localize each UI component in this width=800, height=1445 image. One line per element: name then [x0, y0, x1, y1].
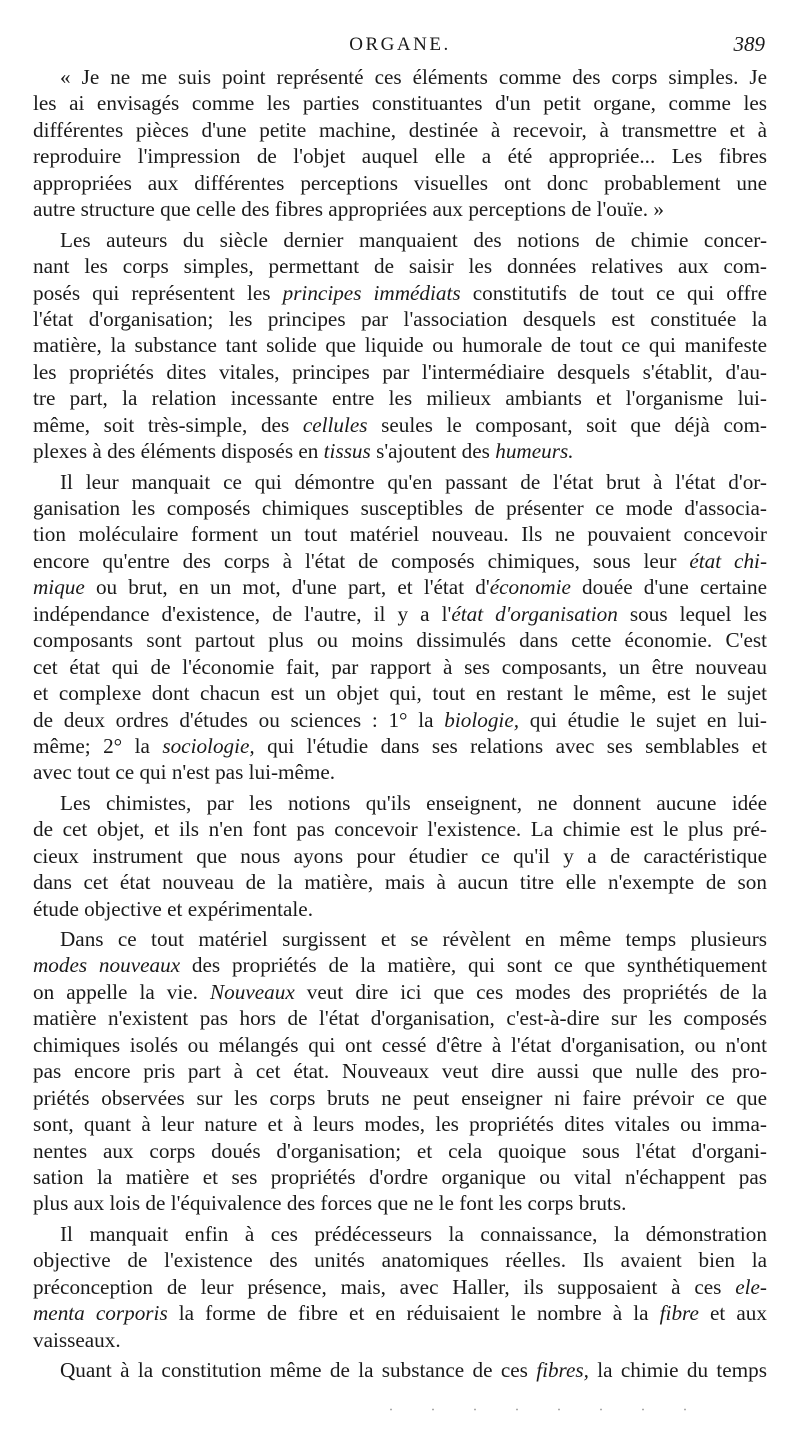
- text-line: [33, 1111, 767, 1137]
- text-run: de deux ordres d'études ou sciences : 1° la: [33, 707, 445, 732]
- text-run: matière n'existent pas hors de l'état d'organisation, c'est-à-dire sur les composés: [33, 1006, 767, 1031]
- text-run: autre structure que celle des fibres appropriées aux perceptions de l'ouïe. »: [33, 197, 664, 222]
- text-run: Les chimistes, par les notions qu'ils enseignent, ne donnent aucune idée: [60, 790, 767, 815]
- text-line: [33, 1274, 767, 1300]
- italic-text: ele-: [735, 1274, 767, 1299]
- text-line: [33, 816, 767, 842]
- text-run: chimiques isolés ou mélangés qui ont cessé d'être à l'état d'organisation, ou n'ont: [33, 1032, 767, 1057]
- text-run: priétés observées sur les corps bruts ne peut enseigner ni faire prévoir ce que: [33, 1085, 767, 1110]
- text-line: [33, 1327, 767, 1353]
- text-line: [33, 469, 767, 495]
- running-title: ORGANE.: [349, 34, 451, 55]
- text-run: cet état qui de l'économie fait, par rapport à ses composants, un être nouveau: [33, 654, 767, 679]
- italic-text: sociologie,: [162, 733, 255, 758]
- paragraph: [33, 64, 767, 223]
- text-run: étude objective et expérimentale.: [33, 896, 314, 921]
- text-line: [33, 521, 767, 547]
- text-run: objective de l'existence des unités anatomiques réelles. Ils avaient bien la: [33, 1248, 767, 1273]
- italic-text: menta corporis: [33, 1301, 168, 1326]
- text-line: [33, 680, 767, 706]
- text-line: [33, 253, 767, 279]
- italic-text: principes immédiats: [282, 280, 461, 305]
- text-line: [33, 654, 767, 680]
- text-line: [33, 979, 767, 1005]
- text-line: [33, 926, 767, 952]
- text-line: [33, 1058, 767, 1084]
- text-run: la chimie du temps: [588, 1358, 767, 1382]
- text-line: [33, 359, 767, 385]
- text-line: [33, 627, 767, 653]
- text-line: [33, 495, 767, 521]
- text-run: sont, quant à leur nature et à leurs modes, les propriétés dites vitales ou imma-: [33, 1112, 767, 1137]
- paragraph: [33, 469, 767, 786]
- text-run: vaisseaux.: [33, 1327, 121, 1352]
- text-line: [33, 280, 767, 306]
- text-run: plexes à des éléments disposés en: [33, 439, 324, 464]
- text-run: pas encore pris part à cet état. Nouveaux veut dire aussi que nulle des pro-: [33, 1059, 767, 1084]
- text-run: même; 2° la: [33, 733, 163, 758]
- text-run: tre part, la relation incessante entre les milieux ambiants et l'organisme lui-: [33, 386, 767, 411]
- text-run: ganisation les composés chimiques susceptibles de présenter ce mode d'associa-: [33, 496, 767, 520]
- text-line: [33, 64, 767, 90]
- text-run: et aux: [698, 1301, 767, 1326]
- text-run: Dans ce tout matériel surgissent et se révèlent en même temps plusieurs: [60, 927, 767, 951]
- text-run: Il leur manquait ce qui démontre qu'en passant de l'état brut à l'état d'or-: [60, 469, 767, 494]
- text-line: [33, 332, 767, 358]
- text-line: [33, 759, 767, 785]
- italic-text: biologie,: [444, 707, 520, 732]
- text-line: [33, 412, 767, 438]
- text-line: [33, 601, 767, 627]
- text-run: Il manquait enfin à ces prédécesseurs la connaissance, la démonstration: [60, 1221, 767, 1246]
- italic-text: humeurs.: [495, 439, 574, 464]
- text-run: constitutifs de tout ce qui offre: [460, 280, 767, 305]
- text-line: [33, 574, 767, 600]
- text-line: [33, 790, 767, 816]
- text-run: posés qui représentent les: [33, 280, 283, 305]
- italic-text: état d'organisation: [451, 601, 618, 626]
- italic-text: tissus: [323, 439, 371, 464]
- text-run: avec tout ce qui n'est pas lui-même.: [33, 760, 336, 785]
- text-run: cieux instrument que nous ayons pour étudier ce qu'il y a de caractéristique: [33, 843, 767, 868]
- text-run: nentes aux corps doués d'organisation; et cela quoique sous l'état d'organi-: [33, 1138, 767, 1163]
- text-line: [33, 1138, 767, 1164]
- text-run: et complexe dont chacun est un objet qui, tout en restant le même, est le sujet: [33, 681, 767, 706]
- text-run: sous lequel les: [617, 601, 767, 626]
- text-line: [33, 170, 767, 196]
- text-run: plus aux lois de l'équivalence des forces que ne le font les corps bruts.: [33, 1191, 627, 1216]
- paragraph: [33, 926, 767, 1217]
- paragraph: [33, 1357, 767, 1383]
- body-text: [33, 64, 767, 1383]
- text-run: Quant à la constitution même de la substance de ces: [60, 1358, 537, 1382]
- italic-text: fibre: [659, 1301, 699, 1326]
- text-line: [33, 1164, 767, 1190]
- text-line: [33, 306, 767, 332]
- text-run: douée d'une certaine: [570, 575, 767, 600]
- text-run: matière, la substance tant solide que liquide ou humorale de tout ce qui manifeste: [33, 333, 767, 358]
- paragraph: [33, 227, 767, 465]
- text-line: [33, 896, 767, 922]
- italic-text: Nouveaux: [210, 979, 295, 1004]
- text-line: [33, 117, 767, 143]
- text-run: les propriétés dites vitales, principes par l'intermédiaire desquels s'établit, d'au-: [33, 359, 767, 384]
- text-run: indépendance d'existence, de l'autre, il y a l': [33, 601, 452, 626]
- text-run: « Je ne me suis point représenté ces éléments comme des corps simples. Je: [60, 65, 767, 89]
- text-run: dans cet état nouveau de la matière, mais à aucun titre elle n'exempte de son: [33, 870, 767, 895]
- text-line: [33, 707, 767, 733]
- text-line: [33, 843, 767, 869]
- text-line: [33, 869, 767, 895]
- text-line: [33, 1221, 767, 1247]
- text-run: la forme de fibre et en réduisaient le nombre à la: [167, 1301, 660, 1326]
- text-line: [33, 1300, 767, 1326]
- text-run: différentes pièces d'une petite machine, destinée à recevoir, à transmettre et à: [33, 117, 767, 142]
- italic-text: économie: [489, 575, 571, 600]
- text-line: [33, 227, 767, 253]
- text-run: sation la matière et ses propriétés d'ordre organique ou vital n'échappent pas: [33, 1164, 767, 1189]
- text-line: [33, 143, 767, 169]
- text-run: de cet objet, et ils n'en font pas concevoir l'existence. La chimie est le plus pré-: [33, 817, 767, 842]
- text-run: s'ajoutent des: [370, 439, 496, 464]
- text-line: [33, 196, 767, 222]
- text-run: encore qu'entre des corps à l'état de composés chimiques, sous leur: [33, 548, 690, 573]
- text-line: [33, 438, 767, 464]
- italic-text: modes nouveaux: [33, 953, 181, 978]
- text-line: [33, 1085, 767, 1111]
- text-run: on appelle la vie.: [33, 979, 211, 1004]
- text-line: [33, 1357, 767, 1383]
- text-run: composants sont partout plus ou moins dissimulés dans cette économie. C'est: [33, 628, 767, 653]
- text-line: [33, 90, 767, 116]
- text-line: [33, 1190, 767, 1216]
- text-run: nant les corps simples, permettant de saisir les données relatives aux com-: [33, 254, 767, 279]
- text-run: reproduire l'impression de l'objet auquel elle a été appropriée... Les fibres: [33, 144, 767, 169]
- text-run: veut dire ici que ces modes des propriétés de la: [294, 979, 767, 1004]
- page-header: [33, 30, 767, 58]
- bottom-print-specks: [370, 1408, 700, 1411]
- italic-text: cellules: [302, 412, 368, 437]
- text-run: l'état d'organisation; les principes par l'association desquels est constituée la: [33, 306, 767, 331]
- paragraph: [33, 790, 767, 922]
- text-run: Les auteurs du siècle dernier manquaient des notions de chimie concer-: [60, 227, 767, 252]
- italic-text: état chi-: [689, 548, 767, 573]
- text-line: [33, 1032, 767, 1058]
- text-run: qui l'étudie dans ses relations avec ses semblables et: [254, 733, 767, 758]
- text-run: les ai envisagés comme les parties constituantes d'un petit organe, comme les: [33, 91, 767, 116]
- text-run: appropriées aux différentes perceptions visuelles ont donc probablement une: [33, 170, 767, 195]
- paragraph: [33, 1221, 767, 1353]
- text-line: [33, 1005, 767, 1031]
- text-run: tion moléculaire forment un tout matériel nouveau. Ils ne pouvaient concevoir: [33, 522, 767, 547]
- text-run: même, soit très-simple, des: [33, 412, 303, 437]
- text-line: [33, 548, 767, 574]
- text-run: préconception de leur présence, mais, avec Haller, ils supposaient à ces: [33, 1274, 736, 1299]
- text-run: qui étudie le sujet en lui-: [519, 707, 767, 732]
- text-run: seules le composant, soit que déjà com-: [367, 412, 767, 437]
- text-run: des propriétés de la matière, qui sont ce que synthétiquement: [180, 953, 767, 978]
- page-number: 389: [733, 32, 765, 56]
- text-run: ou brut, en un mot, d'une part, et l'état d': [84, 575, 490, 600]
- text-line: [33, 385, 767, 411]
- italic-text: mique: [33, 575, 85, 600]
- italic-text: fibres,: [536, 1358, 589, 1382]
- text-line: [33, 733, 767, 759]
- text-line: [33, 1247, 767, 1273]
- text-line: [33, 952, 767, 978]
